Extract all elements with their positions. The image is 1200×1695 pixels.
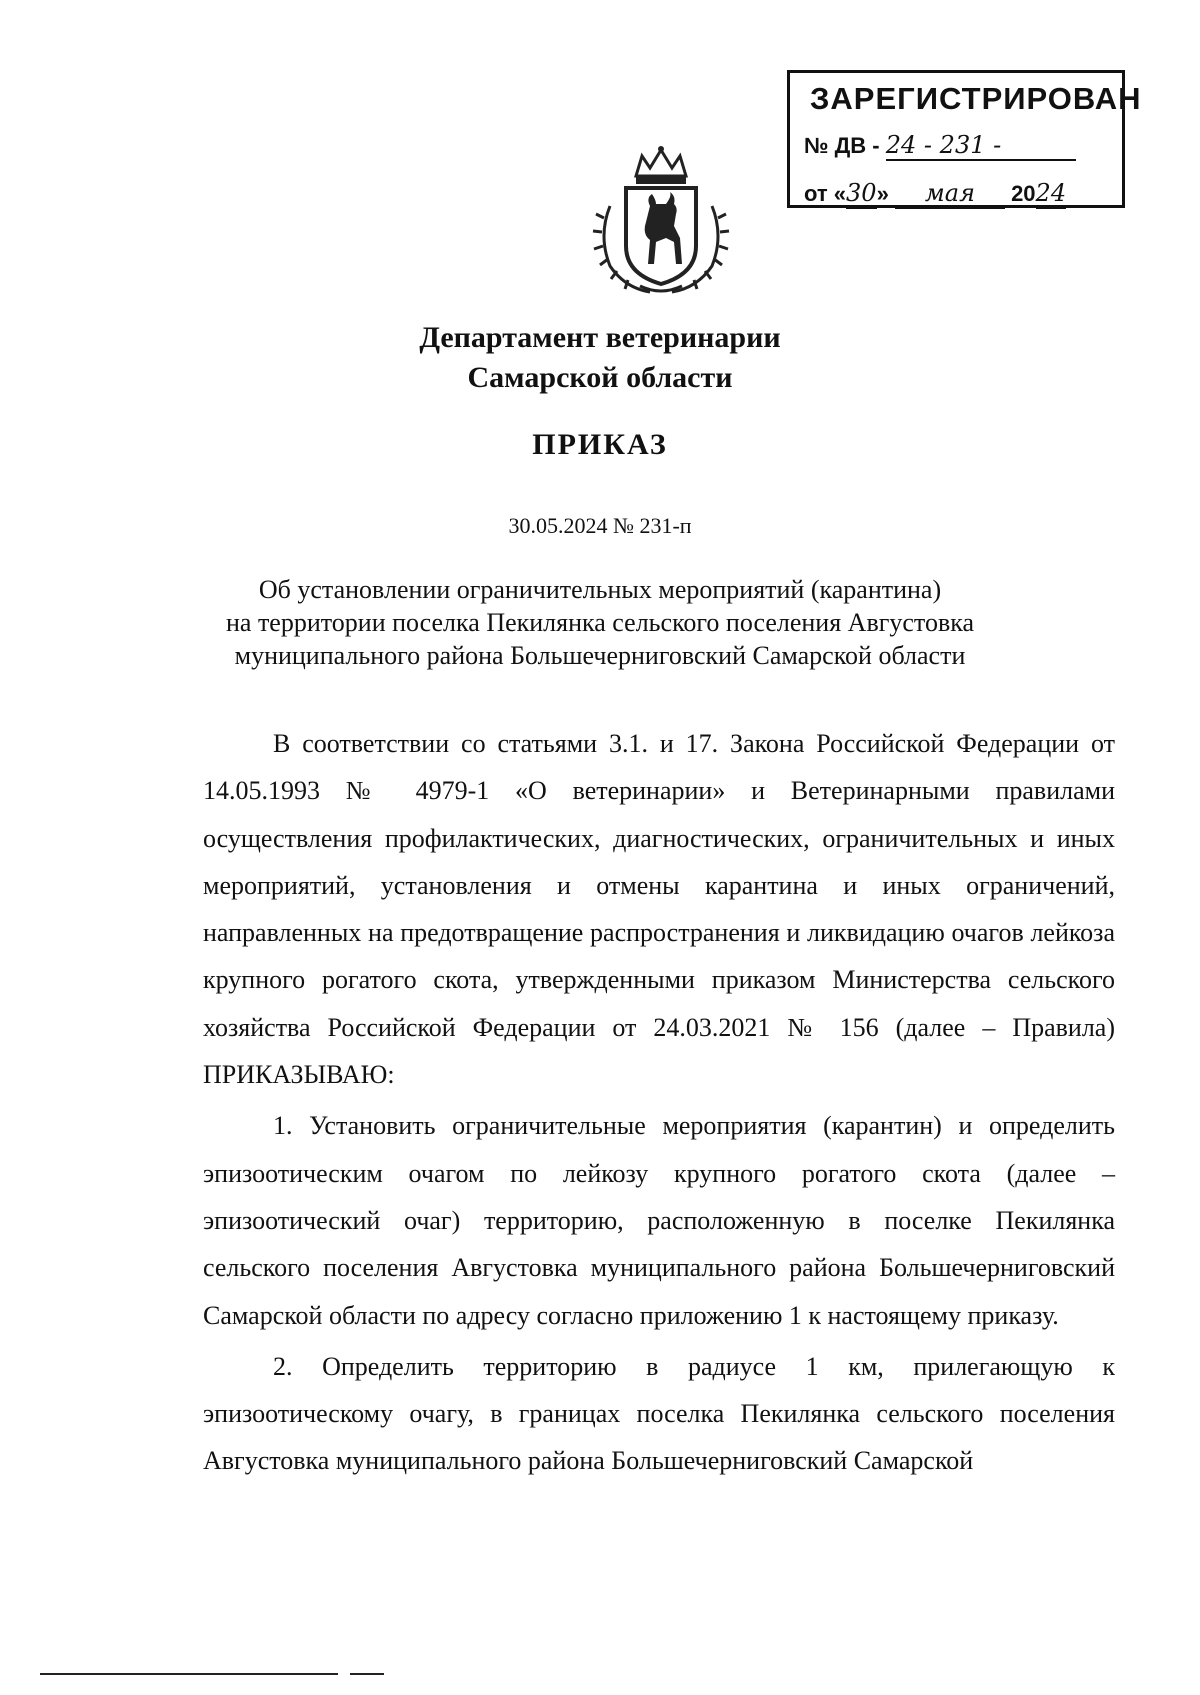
stamp-title: ЗАРЕГИСТРИРОВАН bbox=[810, 81, 1142, 116]
department-name bbox=[0, 318, 1200, 398]
body-paragraph-preamble: В соответствии со статьями 3.1. и 17. Закона Российской Федерации от 14.05.1993 № 4979-1 «О ветеринарии» и Ветеринарными правилами осуществления профилактических, диагностических, ограничительных и иных мероприятий, установления и отмены карантина и иных ограничений, направленных на предотвращение распространения и ликвидацию очагов лейкоза крупного рогатого скота, утвержденными приказом Министерства сельского хозяйства Российской Федерации от 24.03.2021 № 156 (далее – Правила) ПРИКАЗЫВАЮ: bbox=[203, 729, 1115, 1090]
document-date-number: 30.05.2024 № 231-п bbox=[508, 513, 692, 538]
department-line-2: Самарской области bbox=[467, 361, 733, 394]
document-subject bbox=[0, 573, 1200, 672]
stamp-date-year-prefix: 20 bbox=[1011, 181, 1036, 206]
stamp-date-quote: » bbox=[876, 181, 889, 206]
samara-coat-of-arms-icon bbox=[590, 146, 732, 296]
body-paragraph-item-2: 2. Определить территорию в радиусе 1 км, прилегающую к эпизоотическому очагу, в границах поселка Пекилянка сельского поселения Августовка муниципального района Большечерниговский Самарской bbox=[203, 1351, 1115, 1476]
stamp-date-month: мая bbox=[895, 179, 1005, 209]
body-paragraph-item-1: 1. Установить ограничительные мероприятия (карантин) и определить эпизоотическим очагом по лейкозу крупного рогатого скота (далее – эпизоотический очаг) территорию, расположенную в поселке Пекилянка сельского поселения Августовка муниципального района Большечерниговский Самарской области по адресу согласно приложению 1 к настоящему приказу. bbox=[203, 1111, 1115, 1330]
subject-line-3: муниципального района Большечерниговский Самарской области bbox=[234, 641, 966, 670]
footer-rule-short bbox=[350, 1673, 384, 1675]
subject-line-1: Об установлении ограничительных мероприятий (карантина) bbox=[258, 575, 942, 604]
document-body bbox=[203, 720, 1115, 1485]
stamp-date-day: 30 bbox=[846, 179, 877, 207]
subject-line-2: на территории поселка Пекилянка сельского поселения Августовка bbox=[225, 608, 974, 637]
document-type: ПРИКАЗ bbox=[532, 428, 668, 461]
department-line-1: Департамент ветеринарии bbox=[419, 321, 781, 354]
stamp-date-prefix: от « bbox=[804, 181, 847, 206]
footer-rule bbox=[40, 1673, 338, 1675]
stamp-number bbox=[804, 131, 1076, 161]
registration-stamp bbox=[787, 70, 1142, 208]
stamp-date-year: 24 bbox=[1035, 179, 1067, 207]
stamp-date bbox=[804, 179, 1066, 209]
stamp-number-handwritten: 24 - 231 - bbox=[886, 131, 1076, 161]
stamp-number-prefix: № ДВ - bbox=[804, 133, 880, 158]
